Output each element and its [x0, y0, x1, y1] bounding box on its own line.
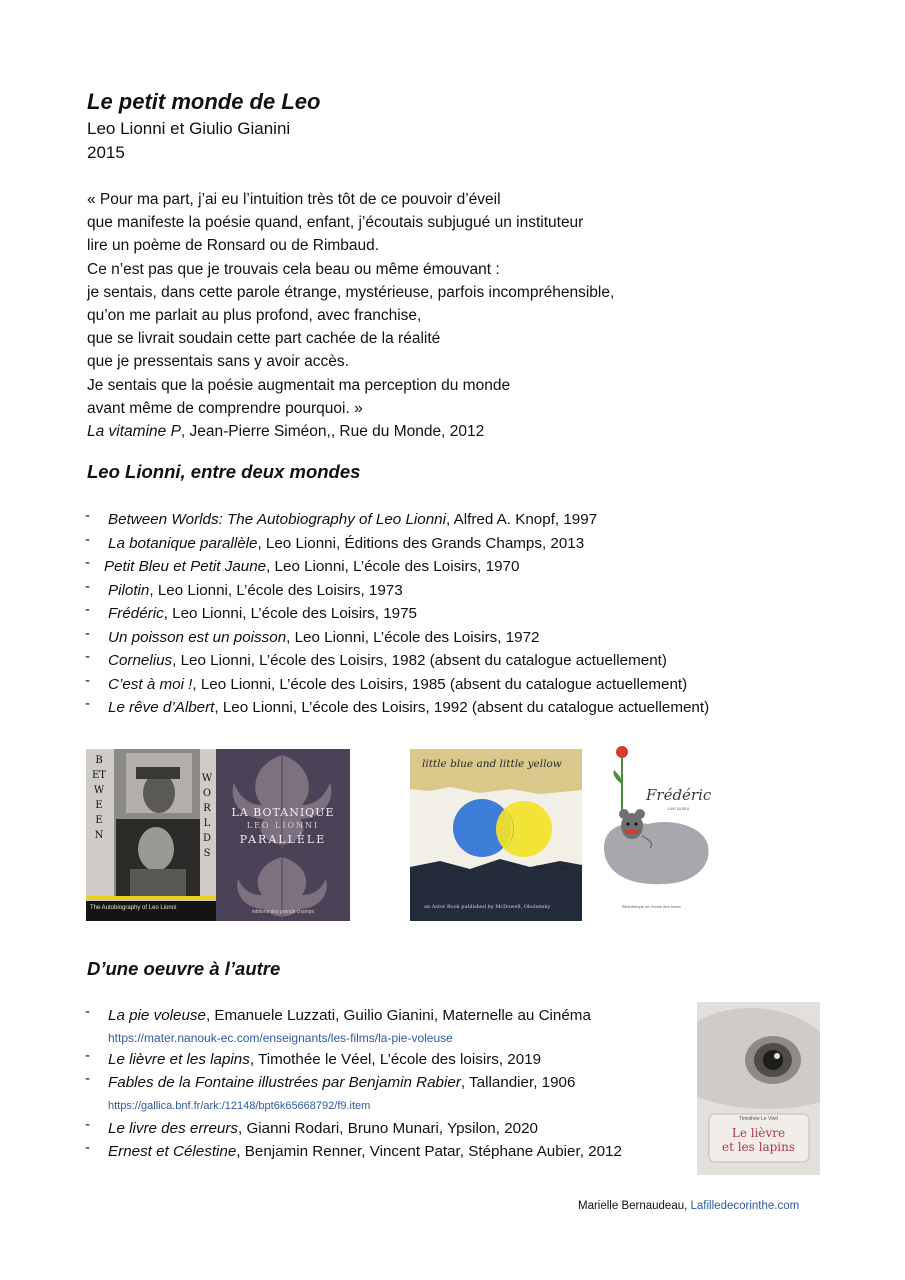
quote-line: que manifeste la poésie quand, enfant, j’écoutais subjugué un instituteur	[87, 214, 584, 232]
book-title: Pilotin	[108, 581, 150, 599]
book-details: , Alfred A. Knopf, 1997	[446, 511, 598, 528]
list-item	[85, 1048, 685, 1072]
list-dash: -	[85, 507, 90, 524]
quote-source-details: , Jean-Pierre Siméon,, Rue du Monde, 2012	[180, 422, 485, 440]
list-item	[85, 1140, 685, 1164]
book-details: , Leo Lionni, L’école des Loisirs, 1982 (absent du catalogue actuellement)	[172, 652, 667, 669]
list-dash: -	[85, 1115, 90, 1133]
cover-title: Frédéric	[646, 786, 712, 804]
list-item-url	[85, 1095, 685, 1117]
cover-title-line-2: et les lapins	[721, 1140, 796, 1154]
quote-block	[87, 188, 707, 443]
work-title: Fables de la Fontaine illustrées par Benjamin Rabier	[108, 1074, 461, 1091]
quote-line: Je sentais que la poésie augmentait ma perception du monde	[87, 376, 511, 394]
cover-author: Leo Lionni	[668, 806, 689, 811]
work-title: Le livre des erreurs	[108, 1119, 238, 1137]
year-line: 2015	[87, 143, 125, 162]
cover-publisher: éditions des grands champs	[251, 909, 315, 915]
list-dash: -	[85, 530, 90, 548]
list-dash: -	[85, 577, 90, 595]
work-details: , Timothée le Véel, L’école des loisirs, 2019	[249, 1050, 542, 1068]
quote-line: avant même de comprendre pourquoi. »	[87, 399, 363, 417]
book-details: , Leo Lionni, Éditions des Grands Champs, 2013	[257, 534, 585, 552]
list-item	[85, 508, 805, 532]
list-item	[85, 532, 805, 556]
cover-little-blue-little-yellow	[410, 749, 582, 921]
list-dash: -	[85, 695, 90, 712]
list-dash: -	[85, 1046, 90, 1064]
quote-line: que se livrait soudain cette part cachée de la réalité	[87, 330, 441, 348]
list-item	[85, 696, 805, 720]
list-item	[85, 626, 805, 650]
list-dash: -	[85, 601, 90, 618]
quote-line: je sentais, dans cette parole étrange, mystérieuse, parfois incompréhensible,	[87, 283, 615, 301]
frederic-mouse-illustration	[600, 744, 722, 914]
list-item	[85, 555, 805, 579]
book-title: Between Worlds: The Autobiography of Leo Lionni	[108, 511, 446, 528]
list-item-url	[85, 1028, 685, 1048]
quote-line: lire un poème de Ronsard ou de Rimbaud.	[87, 237, 380, 255]
quote-line: qu’on me parlait au plus profond, avec franchise,	[87, 306, 422, 324]
page-title: Le petit monde de Leo	[87, 89, 321, 114]
list-item	[85, 649, 805, 673]
list-dash: -	[85, 671, 90, 689]
list-dash: -	[85, 648, 90, 665]
cover-title-line-2: PARALLÈLE	[239, 833, 327, 846]
list-dash: -	[85, 554, 90, 571]
cover-between-worlds	[86, 749, 216, 921]
list-dash: -	[85, 1139, 90, 1156]
book-title: Petit Bleu et Petit Jaune	[104, 558, 267, 575]
list-dash: -	[85, 624, 90, 642]
book-details: , Leo Lionni, L’école des Loisirs, 1972	[286, 628, 540, 646]
work-title: Le lièvre et les lapins	[108, 1050, 250, 1068]
cover-vertical-title-left: BETWEEN	[92, 755, 106, 841]
cover-publisher: Bibliothèque de l’école des loisirs	[622, 904, 681, 909]
work-details: , Benjamin Renner, Vincent Patar, Stéphane Aubier, 2012	[236, 1143, 622, 1160]
list-item	[85, 602, 805, 626]
section-heading-oeuvre-a-l-autre: D’une oeuvre à l’autre	[87, 958, 281, 979]
cover-publisher: an Astor Book published by McDowell, Obolensky	[424, 904, 551, 910]
cover-title: little blue and little yellow	[422, 758, 562, 770]
list-dash: -	[85, 1070, 90, 1087]
book-title: Un poisson est un poisson	[108, 628, 287, 646]
footer-author: Marielle Bernaudeau,	[578, 1200, 691, 1212]
quote-line: Ce n’est pas que je trouvais cela beau ou même émouvant :	[87, 260, 500, 278]
list-dash: -	[85, 1003, 90, 1020]
section-heading-entre-deux-mondes: Leo Lionni, entre deux mondes	[87, 461, 361, 482]
list-item	[85, 673, 805, 697]
work-details: , Gianni Rodari, Bruno Munari, Ypsilon, 2020	[238, 1119, 538, 1137]
cover-le-lievre-et-les-lapins	[697, 1002, 820, 1175]
book-details: , Leo Lionni, L’école des Loisirs, 1970	[266, 558, 520, 575]
quote-line: « Pour ma part, j’ai eu l’intuition très tôt de ce pouvoir d’éveil	[87, 191, 501, 208]
book-details: , Leo Lionni, L’école des Loisirs, 1973	[149, 581, 403, 599]
book-details: , Leo Lionni, L’école des Loisirs, 1985 (absent du catalogue actuellement)	[192, 675, 688, 693]
cover-botanique-parallele	[216, 749, 350, 921]
footer-credit	[578, 1200, 799, 1212]
little-blue-illustration	[410, 749, 582, 921]
authors-line: Leo Lionni et Giulio Gianini	[87, 119, 291, 138]
work-title: Ernest et Célestine	[108, 1143, 237, 1160]
cover-author: by Leo Lionni	[536, 865, 574, 871]
footer-site-link[interactable]: Lafilledecorinthe.com	[690, 1200, 800, 1212]
gallica-link[interactable]: https://gallica.bnf.fr/ark:/12148/bpt6k65668792/f9.item	[108, 1099, 371, 1112]
book-title: Frédéric	[108, 605, 164, 622]
cover-title-line-1: Le lièvre	[731, 1126, 786, 1140]
work-title: La pie voleuse	[108, 1007, 206, 1024]
cover-title-line-1: LA BOTANIQUE	[231, 806, 335, 819]
work-details: , Tallandier, 1906	[460, 1074, 576, 1091]
bibliography-list-oeuvres	[85, 1004, 685, 1164]
quote-line: que je pressentais sans y avoir accès.	[87, 353, 349, 371]
cover-frederic	[600, 744, 722, 914]
list-item	[85, 579, 805, 603]
list-item	[85, 1117, 685, 1141]
cover-vertical-title-right: WORLDS	[201, 773, 213, 859]
cover-subtitle: The Autobiography of Leo Lionni	[90, 905, 177, 911]
book-title: La botanique parallèle	[108, 534, 258, 552]
cover-author: Timothée Le Véel	[738, 1116, 778, 1122]
la-pie-voleuse-link[interactable]: https://mater.nanouk-ec.com/enseignants/les-films/la-pie-voleuse	[108, 1030, 453, 1045]
book-details: , Leo Lionni, L’école des Loisirs, 1992 (absent du catalogue actuellement)	[214, 699, 710, 716]
book-details: , Leo Lionni, L’école des Loisirs, 1975	[163, 605, 418, 622]
book-title: C’est à moi !	[108, 675, 193, 693]
bibliography-list-lionni	[85, 508, 805, 720]
list-item	[85, 1071, 685, 1095]
book-title: Cornelius	[108, 652, 173, 669]
book-title: Le rêve d’Albert	[108, 699, 215, 716]
quote-source-title: La vitamine P	[87, 422, 181, 440]
cover-author: LEO LIONNI	[246, 821, 320, 830]
quote-source	[87, 420, 707, 443]
work-details: , Emanuele Luzzati, Guilio Gianini, Maternelle au Cinéma	[205, 1007, 591, 1024]
list-item	[85, 1004, 685, 1028]
